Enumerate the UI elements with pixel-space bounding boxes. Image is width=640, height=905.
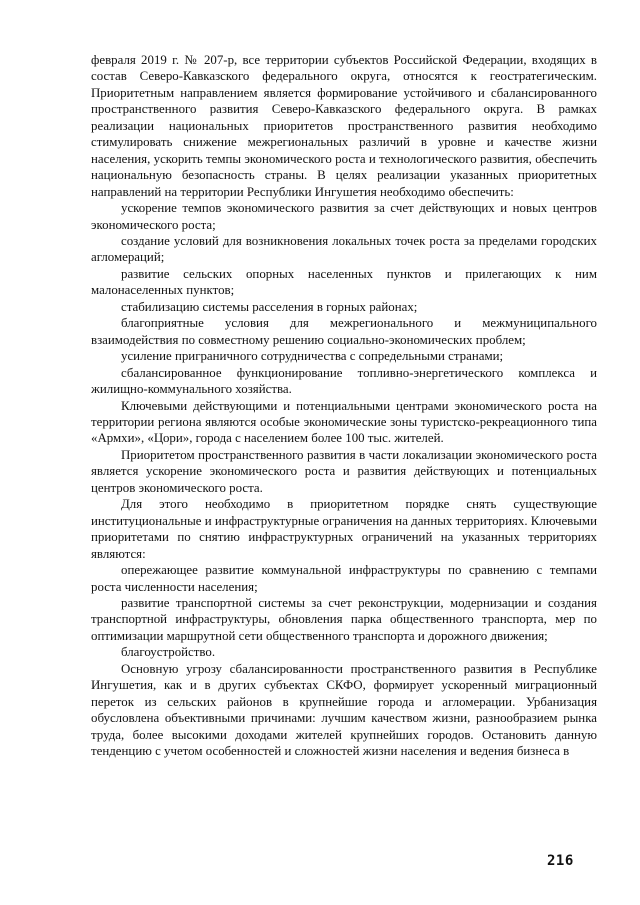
list-item-paragraph: сбалансированное функционирование топливно-энергетического комплекса и жилищно-коммунального хозяйства. [91, 365, 597, 397]
body-paragraph: Ключевыми действующими и потенциальными центрами экономического роста на территории региона являются особые экономические зоны туристско-рекреационного типа «Армхи», «Цори», города с населением более 100 тыс. жителей. [91, 398, 597, 446]
body-text [91, 52, 597, 759]
list-item-paragraph: ускорение темпов экономического развития за счет действующих и новых центров экономического роста; [91, 201, 597, 232]
list-item-paragraph: благоустройство. [121, 645, 216, 660]
list-item-paragraph: усиление приграничного сотрудничества с сопредельными странами; [121, 349, 504, 364]
body-paragraph: Для этого необходимо в приоритетном порядке снять существующие институциональные и инфраструктурные ограничения на данных территориях. Ключевыми приоритетами по снятию инфраструктурных ограничений на указанных территориях являются: [91, 497, 597, 561]
page-number: 216 [547, 853, 574, 869]
body-paragraph: Приоритетом пространственного развития в части локализации экономического роста является ускорение экономического роста и развития действующих и потенциальных центров экономического роста. [91, 447, 597, 495]
list-item-paragraph: опережающее развитие коммунальной инфраструктуры по сравнению с темпами роста численности населения; [91, 563, 597, 594]
paragraph-continuation: февраля 2019 г. № 207-р, все территории субъектов Российской Федерации, входящих в состав Северо-Кавказского федерального округа, относятся к геостратегическим. Приоритетным направлением является формирование устойчивого и сбалансированного пространственного развития Северо-Кавказского федерального округа. В рамках реализации национальных приоритетов пространственного развития необходимо стимулировать снижение межрегиональных различий в уровне и качестве жизни населения, ускорить темпы экономического роста и технологического развития, обеспечить национальную безопасность страны. В целях реализации указанных приоритетных направлений на территории Республики Ингушетия необходимо обеспечить: [91, 53, 597, 199]
list-item-paragraph: развитие сельских опорных населенных пунктов и прилегающих к ним малонаселенных пунктов; [91, 266, 597, 298]
list-item-paragraph: создание условий для возникновения локальных точек роста за пределами городских агломераций; [91, 233, 597, 265]
body-paragraph: Основную угрозу сбалансированности пространственного развития в Республике Ингушетия, как и в других субъектах СКФО, формирует ускоренный миграционный переток из сельских районов в крупнейшие города и агломерации. Урбанизация обусловлена объективными причинами: лучшим качеством жизни, разнообразием рынка труда, более высокими доходами жителей крупнейших городов. Остановить данную тенденцию с учетом особенностей и сложностей жизни населения и ведения бизнеса в [91, 661, 597, 759]
list-item-paragraph: благоприятные условия для межрегионального и межмуниципального взаимодействия по совместному решению социально-экономических проблем; [91, 316, 597, 347]
list-item-paragraph: стабилизацию системы расселения в горных районах; [121, 299, 418, 314]
list-item-paragraph: развитие транспортной системы за счет реконструкции, модернизации и создания транспортной инфраструктуры, обновления парка общественного транспорта, мер по оптимизации маршрутной сети общественного транспорта и дорожного движения; [91, 595, 597, 643]
